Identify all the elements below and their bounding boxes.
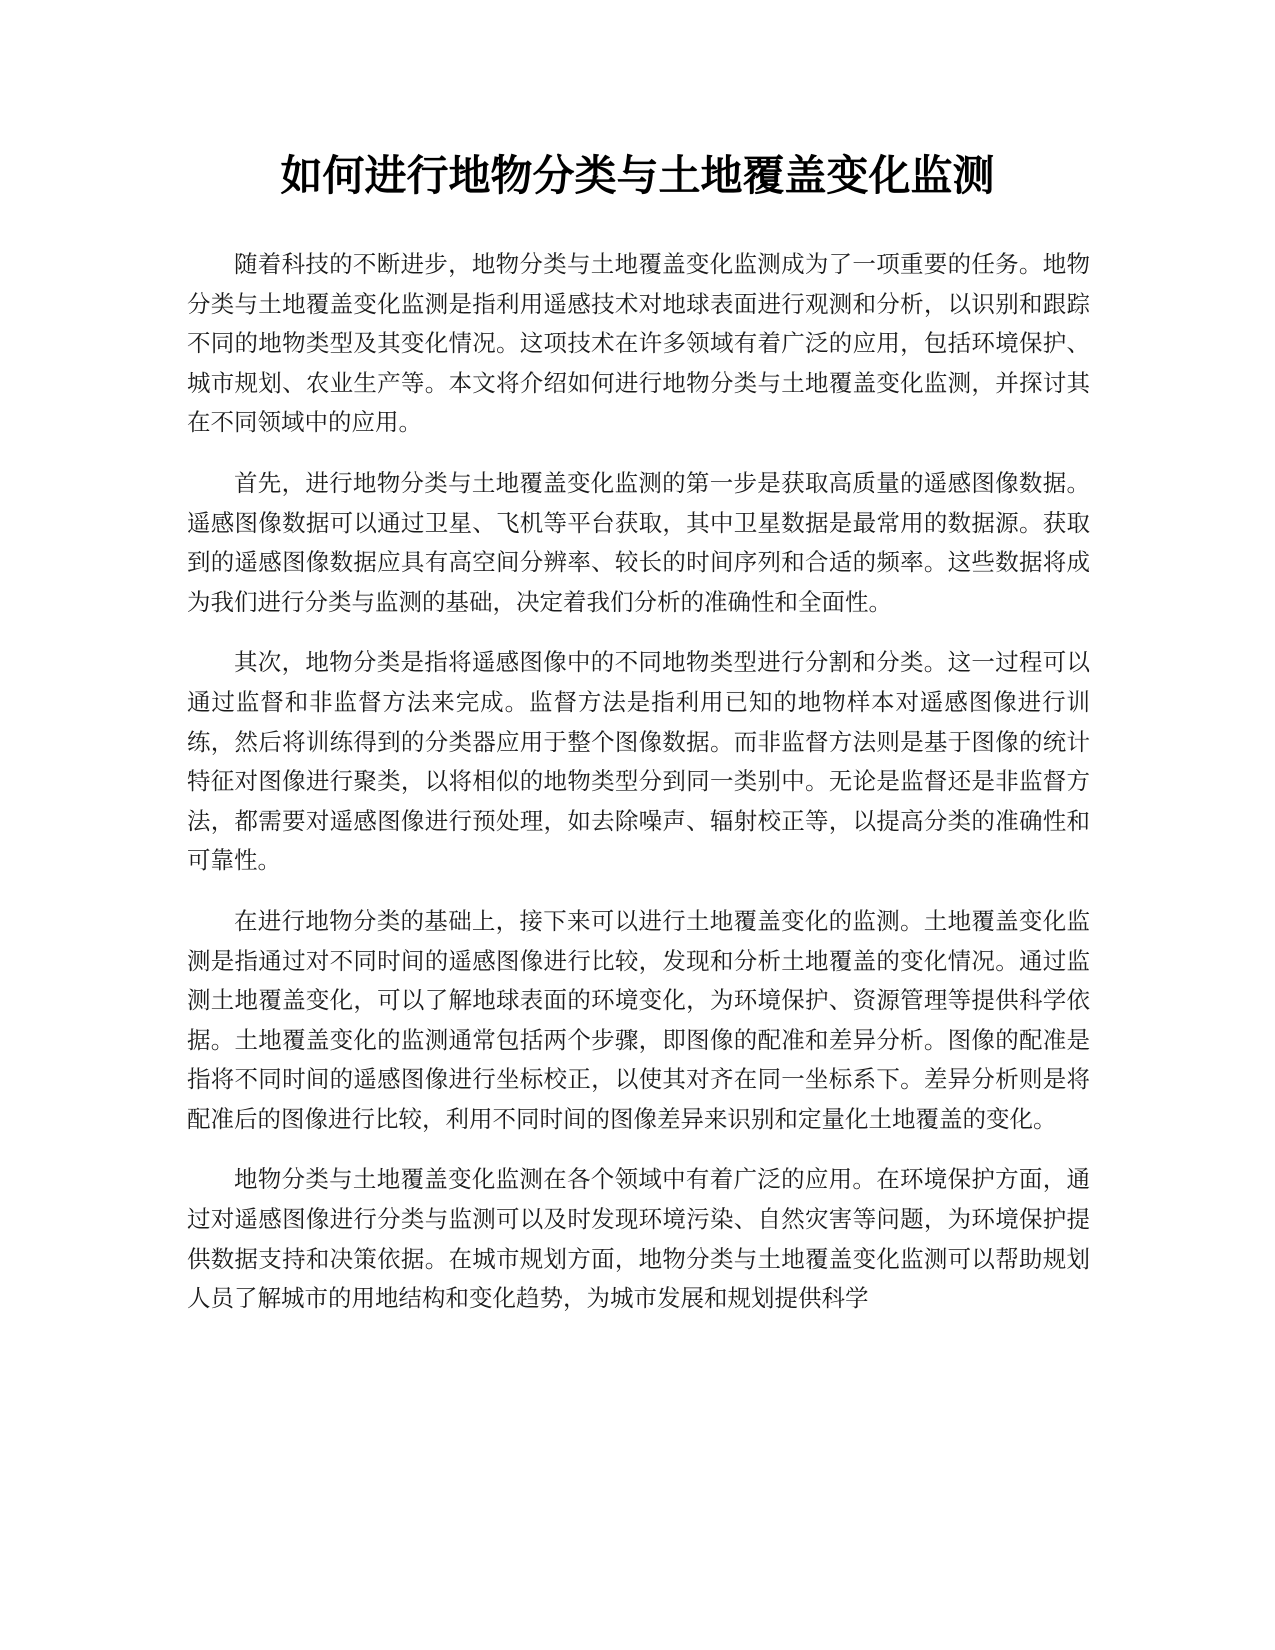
paragraph-3: 其次，地物分类是指将遥感图像中的不同地物类型进行分割和分类。这一过程可以通过监督和非监督方法来完成。监督方法是指利用已知的地物样本对遥感图像进行训练，然后将训练得到的分类器应用于整个图像数据。而非监督方法则是基于图像的统计特征对图像进行聚类，以将相似的地物类型分到同一类别中。无论是监督还是非监督方法，都需要对遥感图像进行预处理，如去除噪声、辐射校正等，以提高分类的准确性和可靠性。: [187, 648, 1090, 875]
paragraph-2: 首先，进行地物分类与土地覆盖变化监测的第一步是获取高质量的遥感图像数据。遥感图像数据可以通过卫星、飞机等平台获取，其中卫星数据是最常用的数据源。获取到的遥感图像数据应具有高空间分辨率、较长的时间序列和合适的频率。这些数据将成为我们进行分类与监测的基础，决定着我们分析的准确性和全面性。: [187, 468, 1090, 616]
paragraph-5: 地物分类与土地覆盖变化监测在各个领域中有着广泛的应用。在环境保护方面，通过对遥感图像进行分类与监测可以及时发现环境污染、自然灾害等问题，为环境保护提供数据支持和决策依据。在城市规划方面，地物分类与土地覆盖变化监测可以帮助规划人员了解城市的用地结构和变化趋势，为城市发展和规划提供科学: [187, 1165, 1090, 1313]
paragraph-1: 随着科技的不断进步，地物分类与土地覆盖变化监测成为了一项重要的任务。地物分类与土地覆盖变化监测是指利用遥感技术对地球表面进行观测和分析，以识别和跟踪不同的地物类型及其变化情况。这项技术在许多领域有着广泛的应用，包括环境保护、城市规划、农业生产等。本文将介绍如何进行地物分类与土地覆盖变化监测，并探讨其在不同领域中的应用。: [187, 250, 1090, 437]
document-title: 如何进行地物分类与土地覆盖变化监测: [280, 151, 995, 200]
paragraph-4: 在进行地物分类的基础上，接下来可以进行土地覆盖变化的监测。土地覆盖变化监测是指通过对不同时间的遥感图像进行比较，发现和分析土地覆盖的变化情况。通过监测土地覆盖变化，可以了解地球表面的环境变化，为环境保护、资源管理等提供科学依据。土地覆盖变化的监测通常包括两个步骤，即图像的配准和差异分析。图像的配准是指将不同时间的遥感图像进行坐标校正，以使其对齐在同一坐标系下。差异分析则是将配准后的图像进行比较，利用不同时间的图像差异来识别和定量化土地覆盖的变化。: [187, 906, 1090, 1133]
document-body: [187, 245, 1090, 1340]
